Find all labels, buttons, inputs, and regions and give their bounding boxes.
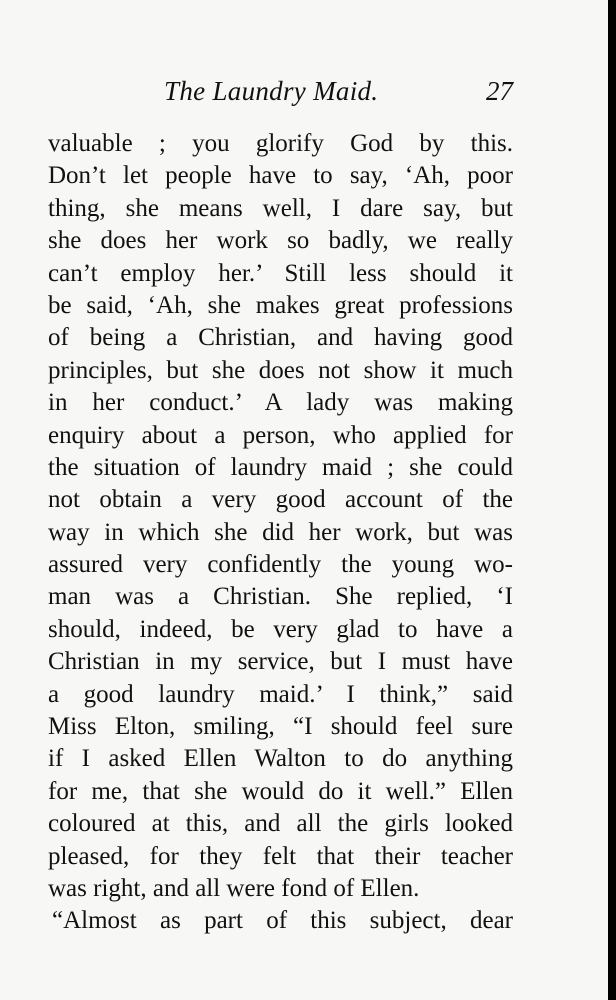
text-line: in her conduct.’ A lady was making (48, 389, 513, 417)
running-head (48, 76, 513, 116)
text-line: can’t employ her.’ Still less should it (48, 259, 513, 287)
text-line: she does her work so badly, we really (48, 227, 513, 255)
text-line: Don’t let people have to say, ‘Ah, poor (48, 162, 513, 190)
text-line: man was a Christian. She replied, ‘I (48, 583, 513, 611)
text-line: not obtain a very good account of the (48, 486, 513, 514)
text-line: way in which she did her work, but was (48, 518, 513, 546)
text-line: should, indeed, be very glad to have a (48, 615, 513, 643)
page-number: 27 (486, 76, 513, 106)
text-line: Christian in my service, but I must have (48, 648, 513, 676)
text-line: pleased, for they felt that their teacher (48, 842, 513, 870)
text-line: enquiry about a person, who applied for (48, 421, 513, 449)
text-line: for me, that she would do it well.” Ellen (48, 777, 513, 805)
paragraph-start-line: “Almost as part of this subject, dear (52, 907, 513, 935)
text-line: coloured at this, and all the girls looked (48, 810, 513, 838)
text-line: of being a Christian, and having good (48, 324, 513, 352)
paragraph-end-line: was right, and all were fond of Ellen. (48, 874, 420, 902)
text-line: Miss Elton, smiling, “I should feel sure (48, 713, 513, 741)
text-line: thing, she means well, I dare say, but (48, 194, 513, 222)
text-line: principles, but she does not show it much (48, 356, 513, 384)
text-line: a good laundry maid.’ I think,” said (48, 680, 513, 708)
text-line: if I asked Ellen Walton to do anything (48, 745, 513, 773)
text-line: assured very confidently the young wo- (48, 551, 513, 579)
text-line: be said, ‘Ah, she makes great professions (48, 291, 513, 319)
running-title: The Laundry Maid. (164, 76, 379, 106)
text-line: valuable ; you glorify God by this. (48, 130, 513, 157)
text-line: the situation of laundry maid ; she could (48, 453, 513, 481)
body-text (48, 128, 513, 938)
